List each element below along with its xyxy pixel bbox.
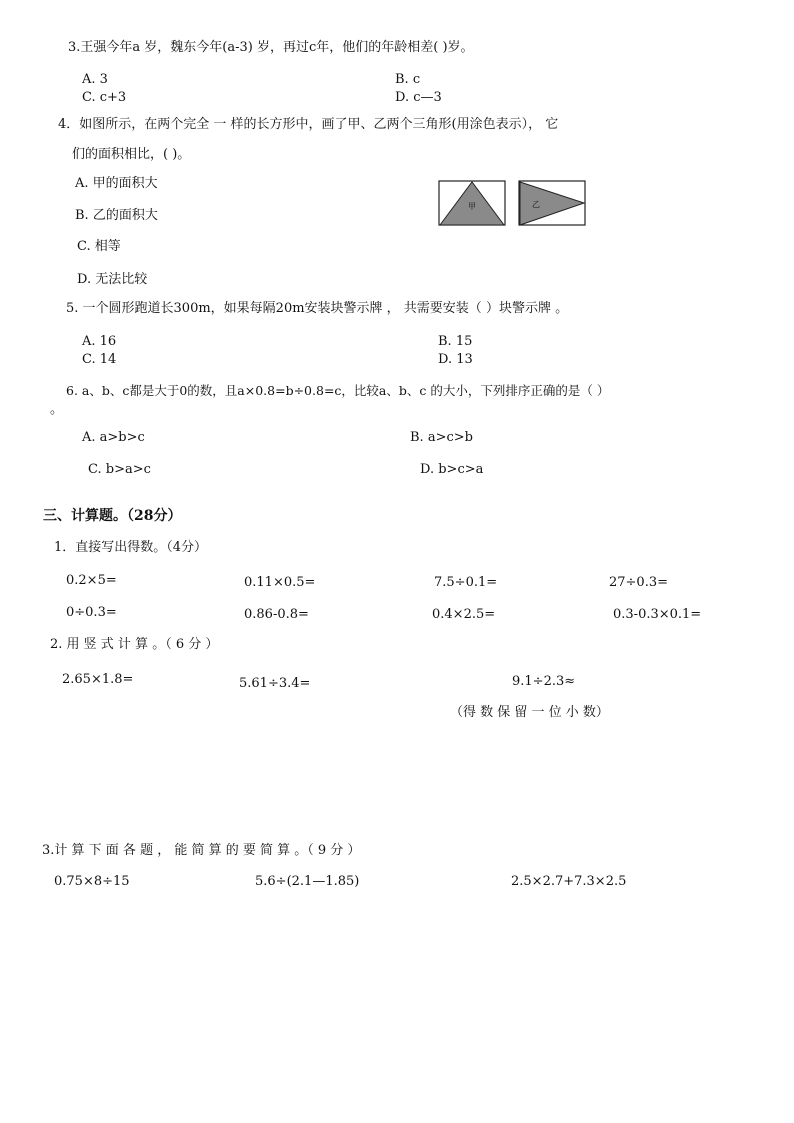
part-2-item: 2.65×1.8= <box>62 672 134 687</box>
q4-stem-line2: 们的面积相比，( )。 <box>72 147 191 162</box>
q5-stem: 5. 一个圆形跑道长300m，如果每隔20m安装块警示牌 ， 共需要安装（ ）块警示牌 。 <box>66 301 569 316</box>
part-1-item: 0.11×0.5= <box>244 575 316 590</box>
section-3-title: 三、计算题。（28分） <box>43 508 182 524</box>
q5-option-a: A. 16 <box>82 334 117 349</box>
part-1-title: 1．直接写出得数。（4分） <box>54 540 208 555</box>
q4-option-d: D. 无法比较 <box>77 272 148 287</box>
part-3-title: 3.计 算 下 面 各 题 ， 能 简 算 的 要 简 算 。（ 9 分 ） <box>42 843 361 858</box>
q6-stem-line1: 6. a、b、c都是大于0的数，且a×0.8=b÷0.8=c，比较a、b、c 的大小，下列排序正确的是（ ） <box>66 383 610 398</box>
q4-option-a: A. 甲的面积大 <box>75 176 158 191</box>
part-3-item: 0.75×8÷15 <box>54 874 130 889</box>
part-3-item: 5.6÷(2.1—1.85) <box>255 874 360 889</box>
q4-triangle-figure <box>438 180 588 228</box>
q4-stem-line1: 4．如图所示，在两个完全 一 样的长方形中，画了甲、乙两个三角形(用涂色表示）， 它 <box>58 117 559 132</box>
q5-option-b: B. 15 <box>438 334 473 349</box>
q3-option-a: A. 3 <box>82 72 108 87</box>
q6-option-c: C. b>a>c <box>88 462 151 477</box>
part-1-item: 27÷0.3= <box>609 575 669 590</box>
part-2-item: 5.61÷3.4= <box>239 676 311 691</box>
q3-stem: 3.王强今年a 岁，魏东今年(a-3) 岁，再过c年，他们的年龄相差( )岁。 <box>68 40 474 55</box>
q5-option-d: D. 13 <box>438 352 473 367</box>
part-1-item: 7.5÷0.1= <box>434 575 498 590</box>
part-1-item: 0.2×5= <box>66 573 117 588</box>
part-2-rounding-note: （得 数 保 留 一 位 小 数） <box>450 705 609 720</box>
part-2-item: 9.1÷2.3≈ <box>512 674 576 689</box>
part-1-item: 0.4×2.5= <box>432 607 496 622</box>
q6-stem-line2: 。 <box>50 402 64 417</box>
part-1-item: 0÷0.3= <box>66 605 117 620</box>
q4-option-c: C. 相等 <box>77 239 121 254</box>
q6-option-b: B. a>c>b <box>410 430 473 445</box>
q6-option-a: A. a>b>c <box>82 430 145 445</box>
triangle-yi-label: 乙 <box>532 200 540 209</box>
q3-option-c: C. c+3 <box>82 90 127 105</box>
triangle-jia-label: 甲 <box>468 202 476 211</box>
q6-option-d: D. b>c>a <box>420 462 484 477</box>
part-1-item: 0.86-0.8= <box>244 607 309 622</box>
part-3-item: 2.5×2.7+7.3×2.5 <box>511 874 627 889</box>
q4-option-b: B. 乙的面积大 <box>75 208 158 223</box>
q3-option-b: B. c <box>395 72 421 87</box>
part-1-item: 0.3-0.3×0.1= <box>613 607 702 622</box>
q5-option-c: C. 14 <box>82 352 117 367</box>
part-2-title: 2. 用 竖 式 计 算 。（ 6 分 ） <box>50 637 219 652</box>
q3-option-d: D. c—3 <box>395 90 442 105</box>
